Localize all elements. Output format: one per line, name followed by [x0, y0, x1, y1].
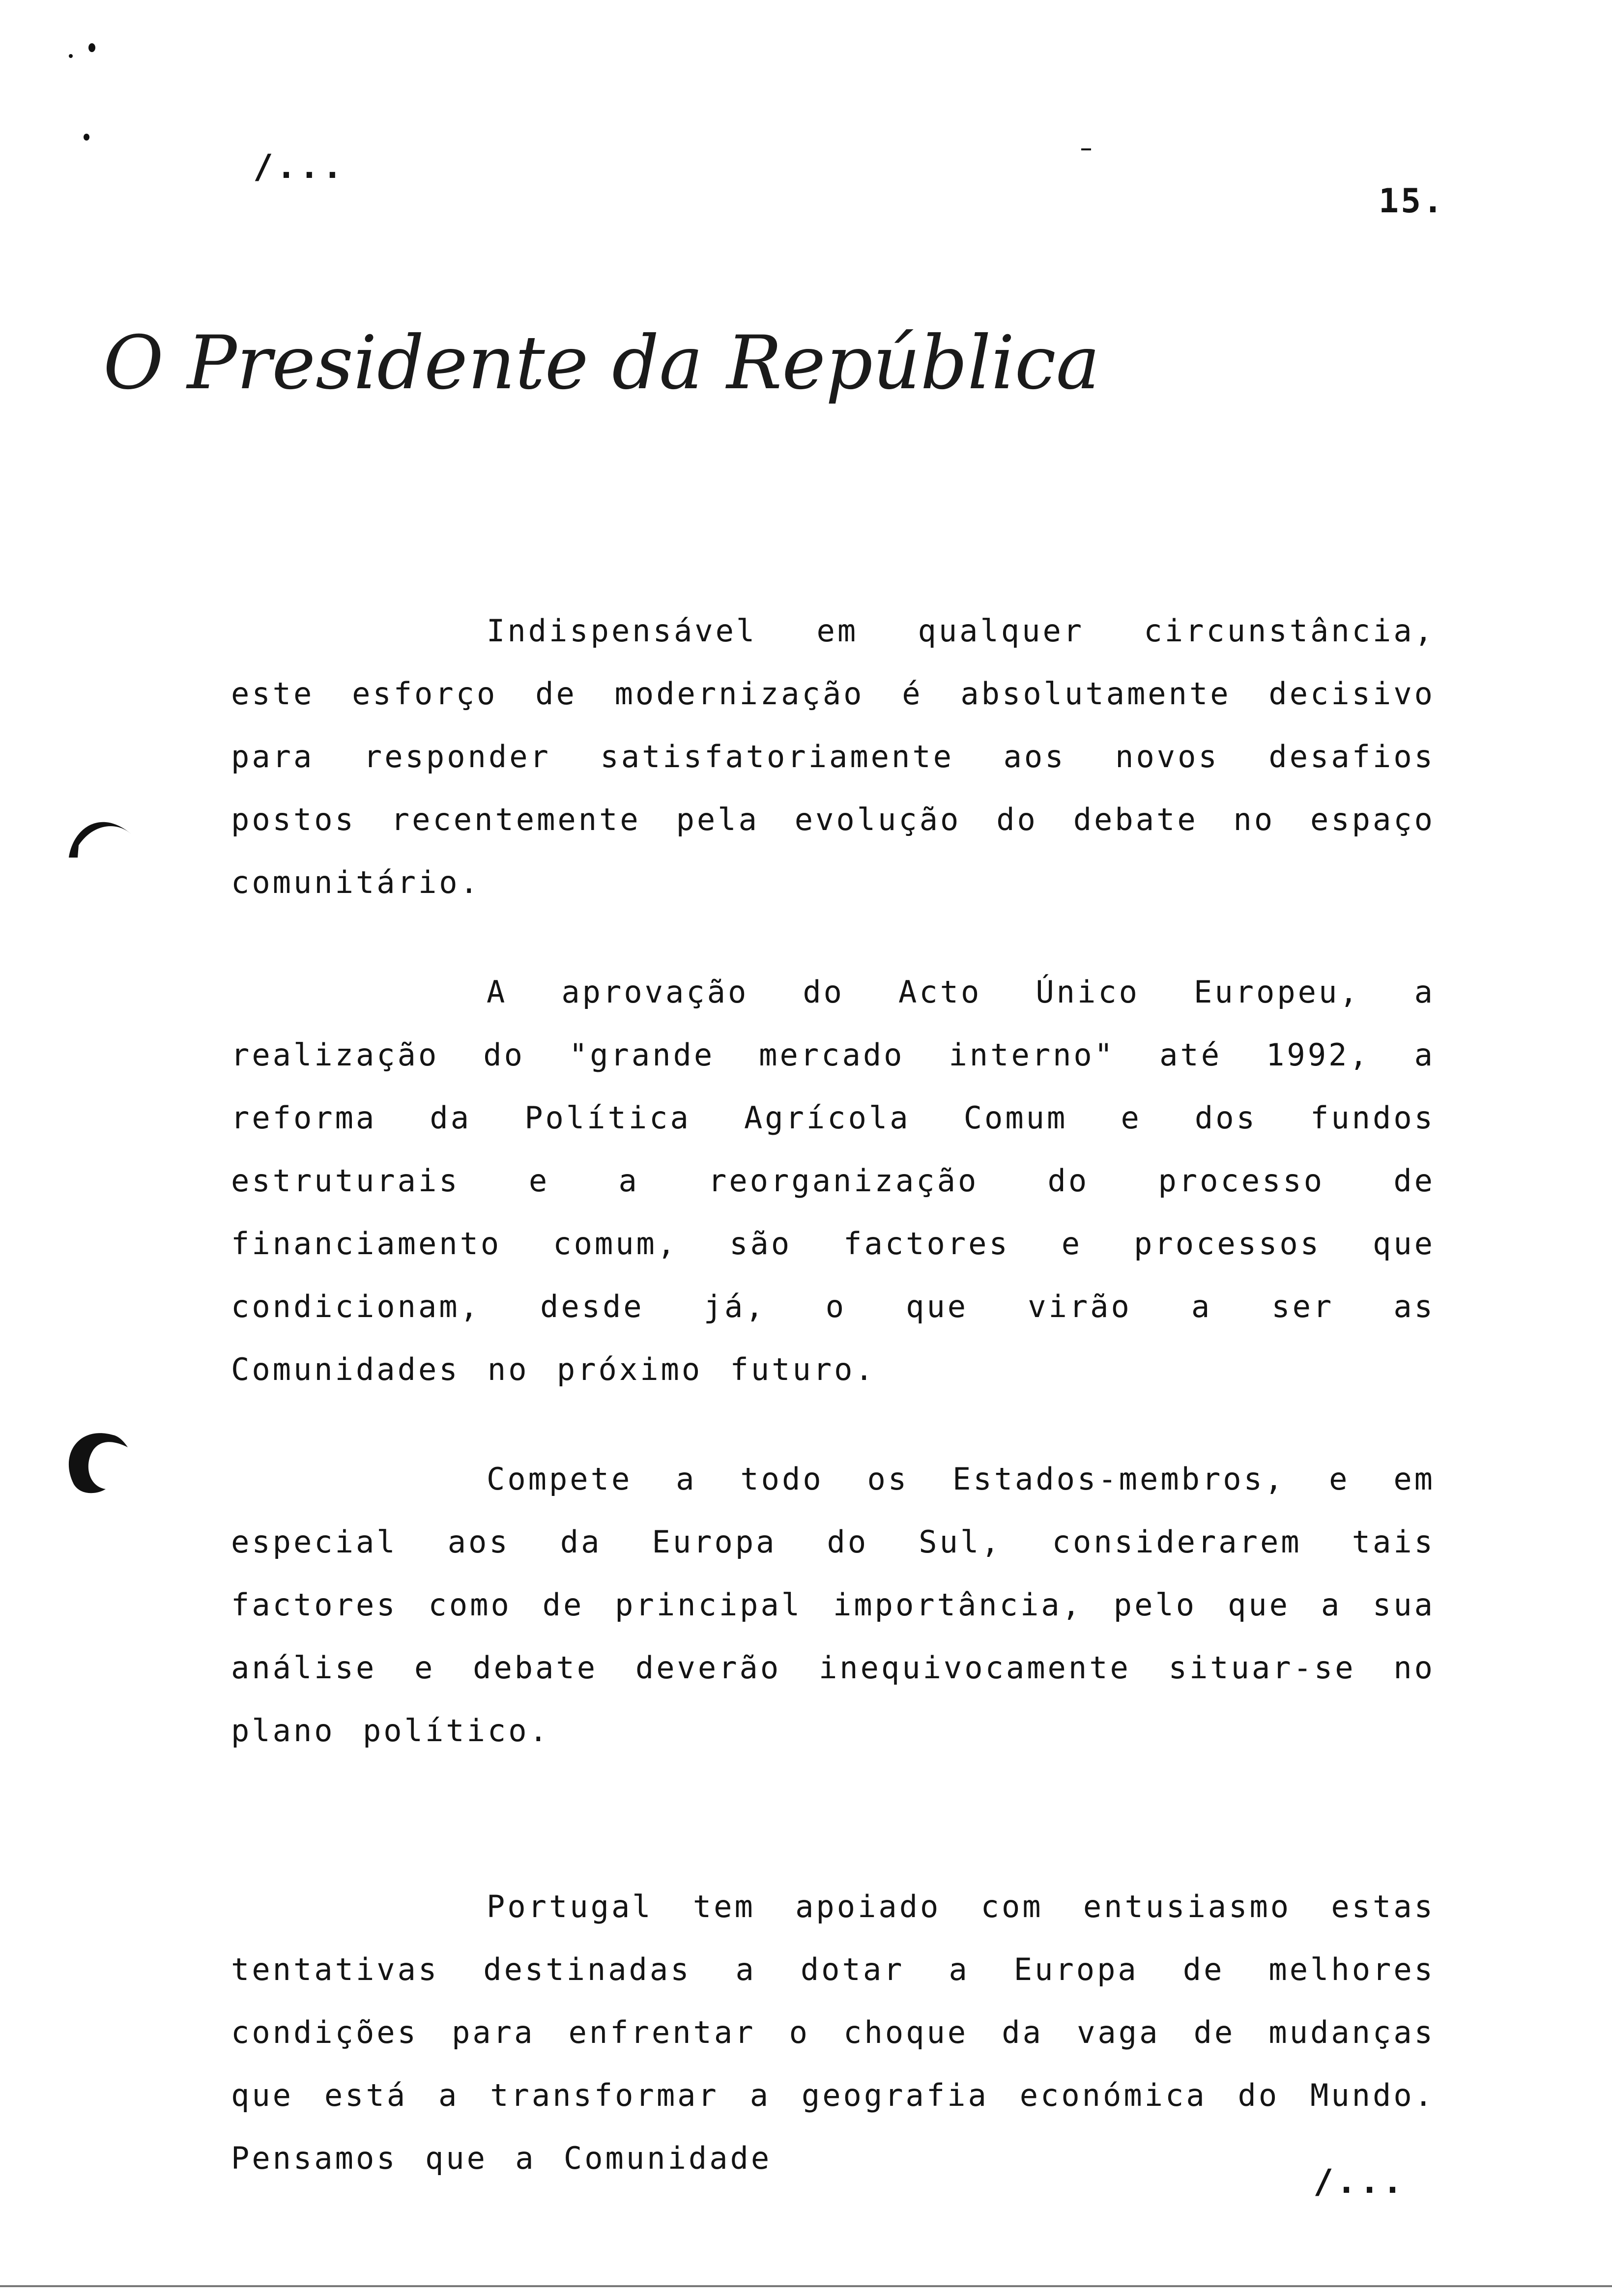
- paragraph: Compete a todo os Estados-membros, e em especial aos da Europa do Sul, considerarem tais factores como de principal importância, pelo que a sua análise e debate deverão inequivocamente situar-se no plano político.: [231, 1461, 1435, 1749]
- letterhead-presidente-da-republica: [98, 319, 1100, 437]
- paragraph: Portugal tem apoiado com entusiasmo estas tentativas destinadas a dotar a Europa de melhores condições para enfrentar o choque da vaga de mudanças que está a transformar a geografia económica do Mundo. Pensamos que a Comunidade: [231, 1889, 1435, 2176]
- paragraph: A aprovação do Acto Único Europeu, a realização do "grande mercado interno" até 1992, a reforma da Política Agrícola Comum e dos fundos estruturais e a reorganização do processo de financiamento comum, são factores e processos que condicionam, desde já, o que virão a ser as Comunidades no próximo futuro.: [231, 974, 1435, 1387]
- punch-hole-mark: [64, 806, 138, 860]
- continuation-marker-bottom: /...: [1313, 2162, 1406, 2201]
- scan-edge-line: [0, 2285, 1612, 2287]
- scan-speck: [88, 43, 95, 52]
- page-number: 15.: [1379, 182, 1445, 221]
- scan-speck: [1081, 148, 1091, 150]
- continuation-marker-top: /...: [253, 147, 345, 186]
- scan-speck: [84, 134, 89, 141]
- paragraph: Indispensável em qualquer circunstância, este esforço de modernização é absolutamente decisivo para responder satisfatoriamente aos novos desafios postos recentemente pela evolução do debate no espaço comunitário.: [231, 613, 1435, 900]
- scan-speck: [69, 54, 73, 58]
- letter-body: [231, 600, 1435, 2190]
- punch-hole-mark: [59, 1425, 133, 1499]
- letterhead-text: O Presidente da República: [103, 320, 1100, 406]
